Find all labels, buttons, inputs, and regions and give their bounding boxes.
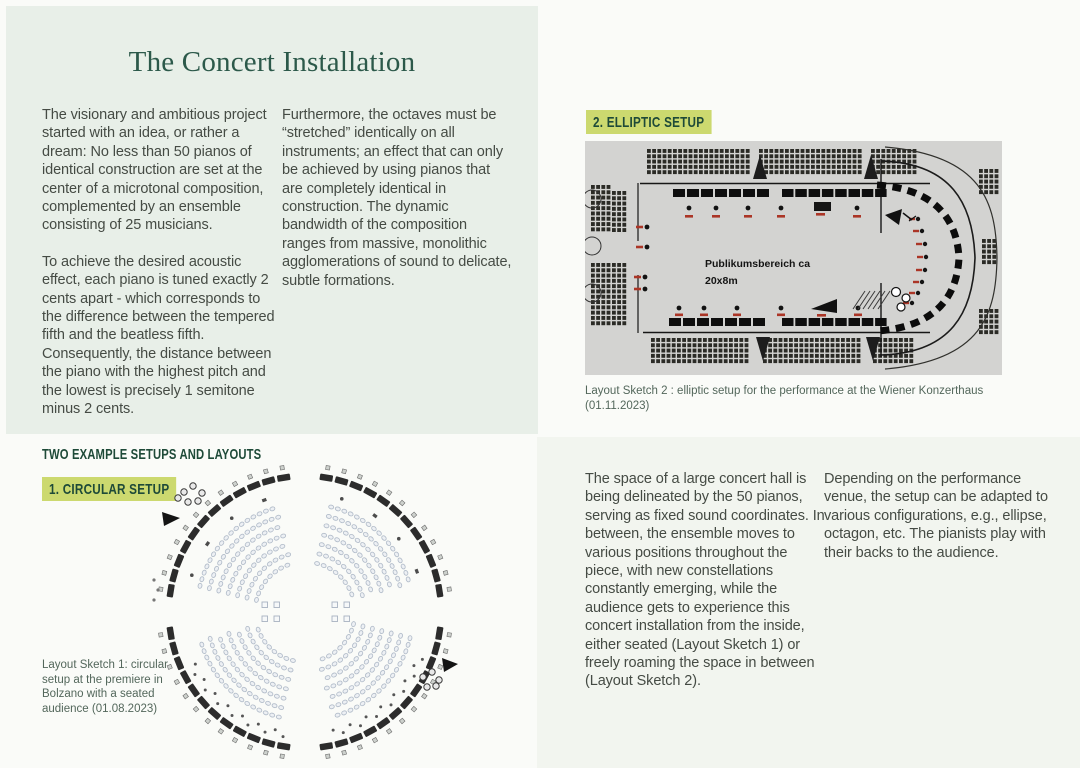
outro-column-2 xyxy=(824,470,1052,580)
audience-area-label-line1: Publikumsbereich ca xyxy=(705,258,811,270)
elliptic-floorplan-image xyxy=(585,141,1002,375)
outro-paragraph: Depending on the performance venue, the setup can be adapted to various configurations, e.g., ellipse, octagon, etc. The pianists play with their backs to the audience. xyxy=(824,471,1048,561)
audience-area-label-line2: 20x8m xyxy=(705,275,738,287)
intro-column-2 xyxy=(282,106,514,308)
intro-paragraph: To achieve the desired acoustic effect, each piano is tuned exactly 2 cents apart - which corresponds to the difference between the tempered fifth and the beatless fifth. Consequently, the distance between the piano with the highest pitch and the lowest is precisely 1 semitone minus 2 cents. xyxy=(42,253,275,418)
circular-setup-label: 1. CIRCULAR SETUP xyxy=(42,477,176,501)
intro-panel xyxy=(6,6,538,434)
outro-column-1 xyxy=(585,470,825,709)
circular-floorplan-image xyxy=(140,462,470,762)
elliptic-setup-label: 2. ELLIPTIC SETUP xyxy=(586,110,711,134)
page-title: The Concert Installation xyxy=(128,46,416,78)
intro-column-1 xyxy=(42,106,282,437)
elliptic-setup-diagram xyxy=(585,141,1002,375)
outro-paragraph: The space of a large concert hall is being delineated by the 50 pianos, serving as fixed sound coordinates. In between, the ensemble moves to various positions throughout the piece, with new constellations constantly emerging, while the audience gets to experience this concert installation from the inside, either seated (Layout Sketch 1) or freely roaming the space in between (Layout Sketch 2). xyxy=(585,471,825,690)
circular-setup-diagram xyxy=(140,462,470,762)
intro-paragraph: Furthermore, the octaves must be “stretched” identically on all instruments; an effect that can only be achieved by using pianos that are completely identical in construction. The dynamic bandwidth of the composition ranges from massive, monolithic agglomerations of sound to delicate, subtle formations. xyxy=(282,107,512,289)
intro-paragraph: The visionary and ambitious project started with an idea, or rather a dream: No less than 50 pianos of identical construction are set at the center of a microtonal composition, complemented by an ensemble consisting of 25 musicians. xyxy=(42,107,267,234)
outro-panel xyxy=(537,437,1080,768)
setups-heading: TWO EXAMPLE SETUPS AND LAYOUTS xyxy=(42,446,262,463)
elliptic-caption: Layout Sketch 2 : elliptic setup for the performance at the Wiener Konzerthaus (01.11.2023) xyxy=(585,385,984,412)
circular-caption: Layout Sketch 1: circular setup at the premiere in Bolzano with a seated audience (01.08.2023) xyxy=(42,659,168,715)
